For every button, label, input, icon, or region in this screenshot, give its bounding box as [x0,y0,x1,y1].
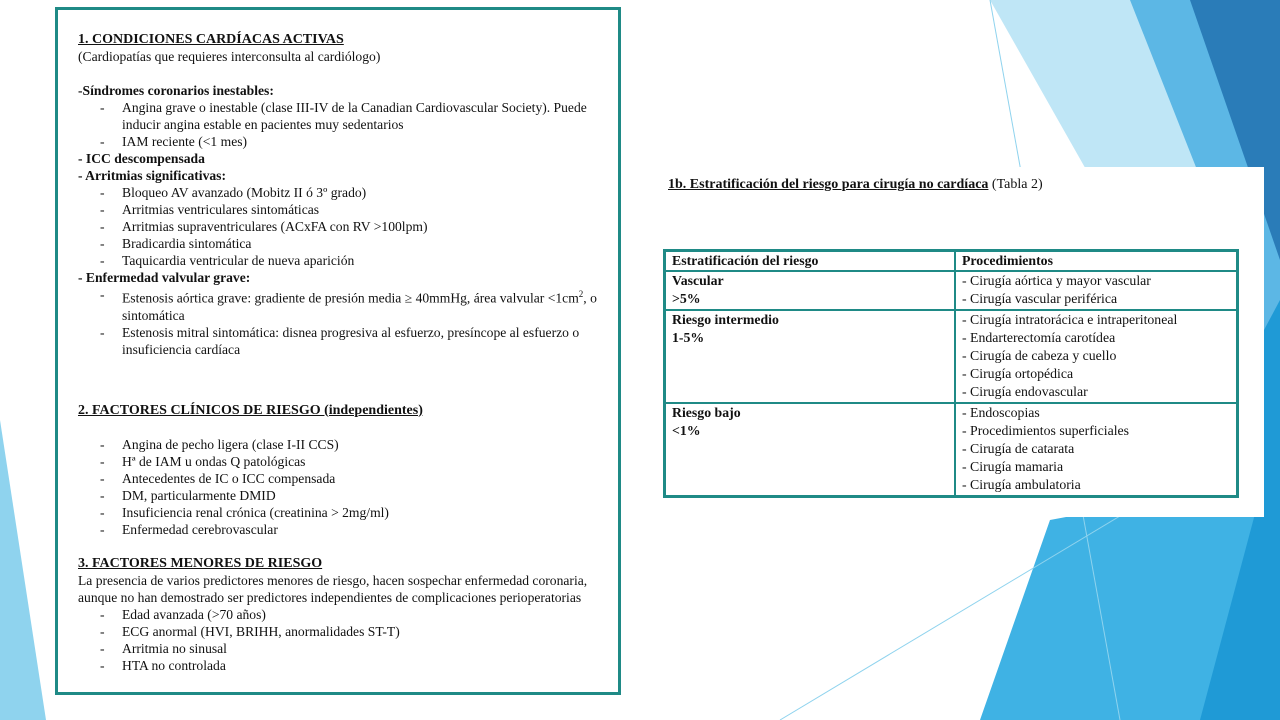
risk-cell [665,271,956,309]
procedures-cell [955,403,1238,497]
list-item-text: , o sintomática [122,290,597,323]
bullet-list [78,99,606,150]
procedure-item: - Cirugía aórtica y mayor vascular [962,273,1151,289]
list-item [100,286,606,324]
procedure-item: - Endoscopias [962,404,1040,420]
procedure-item: - Cirugía vascular periférica [962,291,1118,307]
procedure-item: - Cirugía de cabeza y cuello [962,348,1117,364]
risk-label: Riesgo intermedio [672,311,779,327]
procedures-cell [955,271,1238,309]
cardiac-conditions-panel [55,7,621,695]
list-item: - Bradicardia sintomática [100,235,606,252]
risk-cell [665,403,956,497]
procedure-item: - Cirugía ambulatoria [962,477,1081,493]
procedure-item: - Cirugía endovascular [962,384,1088,400]
group-header: - Enfermedad valvular grave: [78,270,251,285]
list-item: - Arritmias ventriculares sintomáticas [100,201,606,218]
list-item: - Estenosis mitral sintomática: disnea progresiva al esfuerzo, presíncope al esfuerzo o insuficiencia cardíaca [100,324,606,358]
list-item: - Taquicardia ventricular de nueva aparición [100,252,606,269]
table-header-row [665,251,1238,272]
left-triangle-shape [0,420,46,720]
list-item: - Arritmias supraventriculares (ACxFA con RV >100lpm) [100,218,606,235]
risk-cell [665,310,956,403]
procedure-item: - Cirugía intratorácica e intraperitoneal [962,311,1178,327]
list-item: - DM, particularmente DMID [100,487,606,504]
list-item: - Angina grave o inestable (clase III-IV de la Canadian Cardiovascular Society). Puede inducir angina estable en pacientes muy sedentarios [100,99,606,133]
risk-percentage: >5% [672,291,701,307]
procedure-item: - Cirugía ortopédica [962,366,1074,382]
risk-stratification-panel [660,167,1264,517]
risk-percentage: <1% [672,422,701,438]
section1-subtitle: (Cardiopatías que requieres interconsulta al cardiólogo) [78,49,381,64]
panel-content [78,31,606,674]
bullet-list [78,606,606,674]
procedure-item: - Cirugía mamaria [962,459,1064,475]
group-header: -Síndromes coronarios inestables: [78,83,274,98]
risk-table [663,249,1239,498]
list-item: - Edad avanzada (>70 años) [100,606,606,623]
list-item: - Angina de pecho ligera (clase I-II CCS) [100,436,606,453]
section1-title: 1. CONDICIONES CARDÍACAS ACTIVAS [78,32,344,47]
group-header: - ICC descompensada [78,151,205,166]
group-header: - Arritmias significativas: [78,168,226,183]
procedures-cell [955,310,1238,403]
table-row [665,403,1238,497]
procedure-item: - Endarterectomía carotídea [962,329,1116,345]
table-caption-bold: 1b. Estratificación del riesgo para cirugía no cardíaca [668,177,989,192]
table-row [665,310,1238,403]
list-item: - Bloqueo AV avanzado (Mobitz II ó 3º grado) [100,184,606,201]
table-caption-rest: (Tabla 2) [988,177,1043,192]
list-item: - Antecedentes de IC o ICC compensada [100,470,606,487]
table-caption [668,177,1043,193]
bullet-list [78,286,606,358]
section2-title: 2. FACTORES CLÍNICOS DE RIESGO (independientes) [78,402,423,418]
section3-title: 3. FACTORES MENORES DE RIESGO [78,555,323,571]
procedure-item: - Procedimientos superficiales [962,422,1130,438]
table-row [665,271,1238,309]
list-item: - HTA no controlada [100,657,606,674]
list-item: - Enfermedad cerebrovascular [100,521,606,538]
risk-percentage: 1-5% [672,329,705,345]
superscript: 2 [578,289,584,299]
bullet-list [78,184,606,269]
list-item: - Insuficiencia renal crónica (creatinina > 2mg/ml) [100,504,606,521]
list-item: - IAM reciente (<1 mes) [100,133,606,150]
column-header-risk: Estratificación del riesgo [665,251,956,272]
list-item: - Arritmia no sinusal [100,640,606,657]
list-item: - Hª de IAM u ondas Q patológicas [100,453,606,470]
procedure-item: - Cirugía de catarata [962,441,1075,457]
section3-text: La presencia de varios predictores menores de riesgo, hacen sospechar enfermedad coronaria, aunque no han demostrado ser predictores independientes de complicaciones perioperatorias [78,572,588,605]
list-item-text: Estenosis aórtica grave: gradiente de presión media ≥ 40mmHg, área valvular <1cm [122,290,579,306]
column-header-procedures: Procedimientos [955,251,1238,272]
list-item: - ECG anormal (HVI, BRIHH, anormalidades ST-T) [100,623,606,640]
risk-label: Vascular [672,273,724,289]
bullet-list [78,436,606,538]
risk-label: Riesgo bajo [672,404,741,420]
